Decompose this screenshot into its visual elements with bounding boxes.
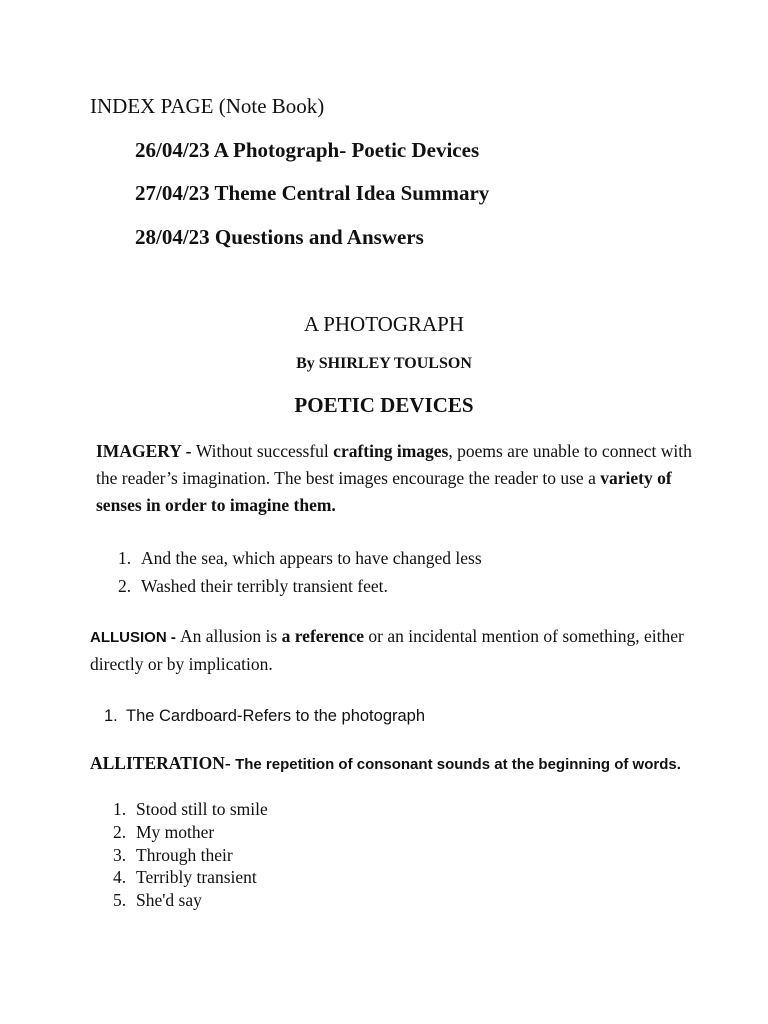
allusion-text: An allusion is	[180, 626, 282, 646]
imagery-text: , poems are unable to connect with the reader’s imagination. The best images encourage the reader to use a	[96, 441, 692, 488]
allusion-example: The Cardboard-Refers to the photograph	[126, 707, 426, 725]
imagery-text: Without successful	[195, 441, 334, 461]
alliteration-example-number: 5.	[113, 890, 127, 910]
alliteration-example: Stood still to smile	[136, 799, 268, 819]
imagery-emphasis: crafting images	[333, 441, 449, 461]
alliteration-example-number: 2.	[113, 822, 127, 842]
allusion-label: ALLUSION -	[90, 629, 180, 646]
alliteration-example-number: 1.	[113, 799, 127, 819]
imagery-emphasis: variety of senses in order to imagine them.	[96, 468, 672, 515]
imagery-example: Washed their terribly transient feet.	[141, 576, 388, 596]
index-title: INDEX PAGE (Note Book)	[90, 94, 325, 118]
alliteration-example-number: 3.	[113, 845, 127, 865]
alliteration-definition: The repetition of consonant sounds at the beginning of words.	[235, 756, 681, 773]
imagery-example-number: 1.	[118, 548, 132, 568]
alliteration-label: ALLITERATION-	[90, 753, 236, 773]
alliteration-paragraph	[90, 752, 710, 776]
poem-title: A PHOTOGRAPH	[303, 312, 465, 336]
imagery-example-number: 2.	[118, 576, 132, 596]
index-entry: 27/04/23 Theme Central Idea Summary	[135, 181, 490, 205]
imagery-example: And the sea, which appears to have changed less	[141, 548, 482, 568]
index-entry: 28/04/23 Questions and Answers	[135, 225, 424, 249]
allusion-emphasis: a reference	[281, 626, 365, 646]
imagery-label: IMAGERY -	[96, 441, 196, 461]
poem-author: By SHIRLEY TOULSON	[296, 355, 472, 372]
allusion-paragraph	[90, 623, 710, 678]
alliteration-example: Through their	[136, 845, 233, 865]
alliteration-example: My mother	[136, 822, 215, 842]
imagery-paragraph	[96, 438, 696, 519]
alliteration-example-number: 4.	[113, 867, 127, 887]
allusion-example-number: 1.	[104, 707, 118, 725]
index-entry: 26/04/23 A Photograph- Poetic Devices	[135, 138, 480, 162]
alliteration-example: Terribly transient	[136, 867, 257, 887]
allusion-text: or an incidental mention of something, either directly or by implication.	[90, 626, 684, 674]
section-title: POETIC DEVICES	[294, 393, 474, 417]
alliteration-example: She'd say	[136, 890, 202, 910]
